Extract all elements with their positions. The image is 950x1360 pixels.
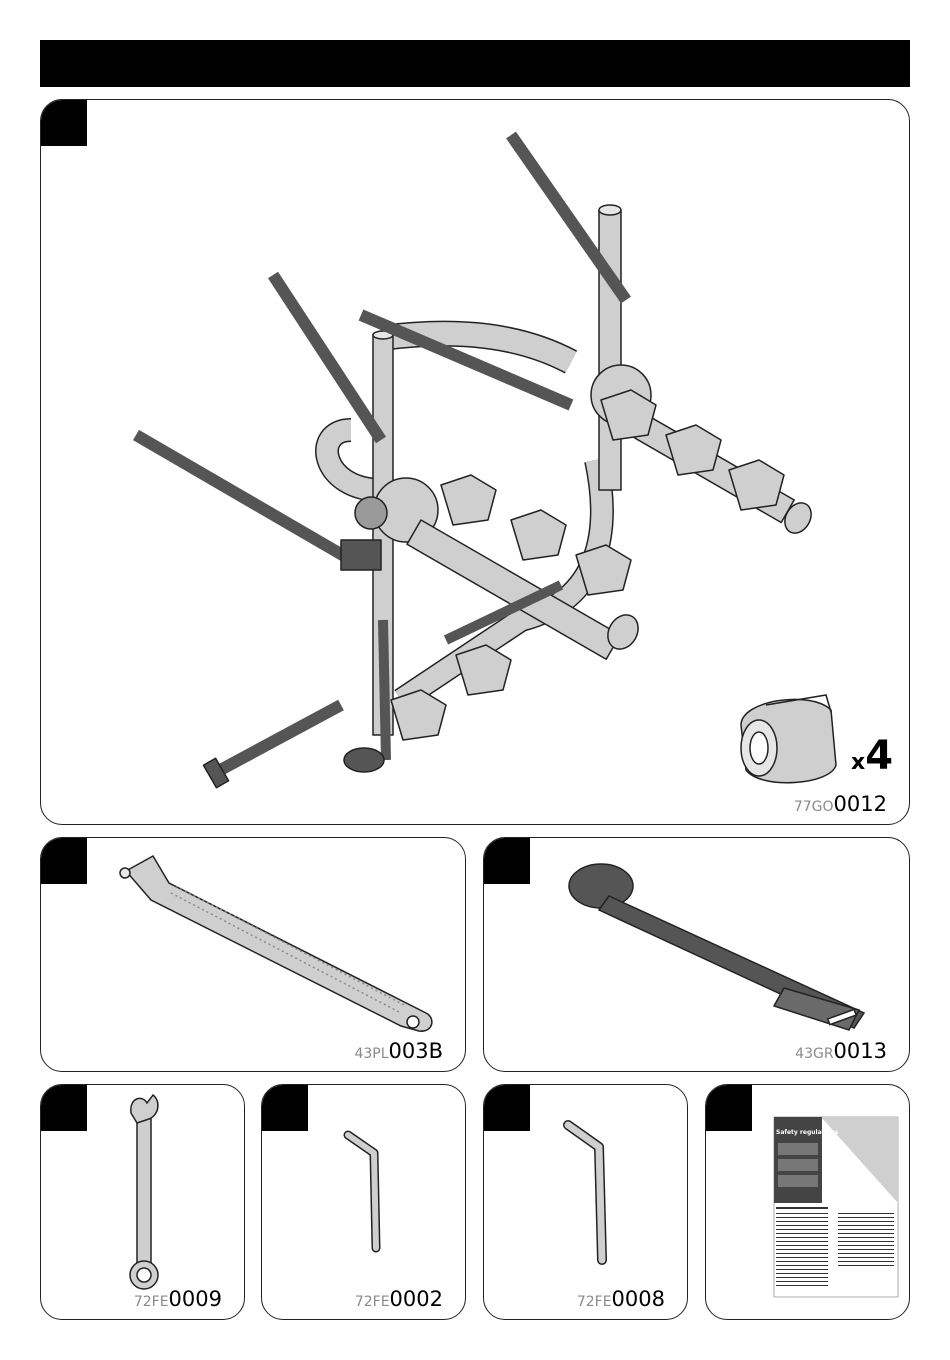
header-bar bbox=[40, 40, 910, 87]
panel-allen-key-large bbox=[483, 1084, 688, 1320]
part-code: 77GO0012 bbox=[793, 792, 887, 816]
panel-rubber-strap bbox=[483, 837, 910, 1072]
panel-leaflet bbox=[705, 1084, 910, 1320]
rubber-strap-illustration bbox=[484, 838, 910, 1072]
strap-illustration bbox=[41, 838, 466, 1072]
leaflet-illustration bbox=[706, 1085, 910, 1320]
part-code: 72FE0008 bbox=[576, 1287, 665, 1311]
clip-illustration bbox=[741, 695, 836, 783]
part-code: 72FE0009 bbox=[133, 1287, 222, 1311]
part-code: 43GR0013 bbox=[795, 1039, 887, 1063]
part-code: 43PL003B bbox=[354, 1039, 443, 1063]
allen-key-illustration bbox=[262, 1085, 466, 1320]
bike-rack-illustration bbox=[41, 100, 910, 825]
part-code: 72FE0002 bbox=[354, 1287, 443, 1311]
allen-key-illustration bbox=[484, 1085, 688, 1320]
panel-strap-buckle bbox=[40, 837, 466, 1072]
quantity-label: x4 bbox=[851, 733, 894, 779]
panel-rack bbox=[40, 99, 910, 825]
panel-wrench bbox=[40, 1084, 245, 1320]
wrench-illustration bbox=[41, 1085, 245, 1320]
leaflet-title: Safety regulations bbox=[776, 1129, 839, 1136]
panel-allen-key-small bbox=[261, 1084, 466, 1320]
